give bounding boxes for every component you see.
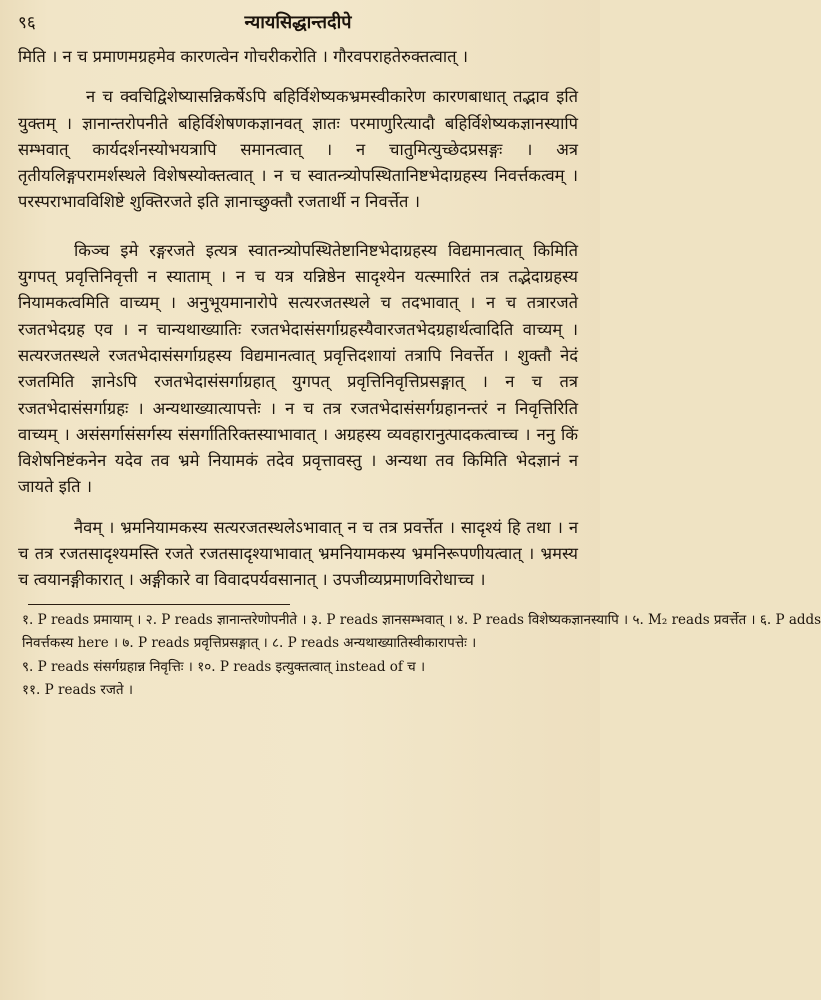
page-header: [18, 10, 578, 38]
footnote-line: १. P reads प्रमायाम् । २. P reads ज्ञानान्तरेणोपनीते । ३. P reads ज्ञानसम्भवात् । ४. P reads विशेष्यकज्ञानस्यापि । ५. M₂ reads प्रवर्त्तेत । ६. P adds: [22, 611, 821, 628]
footnote-divider: [28, 604, 290, 605]
paragraph: मिति । न च प्रमाणमग्रहमेव कारणत्वेन गोचरीकरोति । गौरवपराहतेरुक्तत्वात् ।: [18, 47, 469, 66]
footnotes: [18, 609, 821, 703]
footnote-line: ९. P reads संसर्गग्रहान्न निवृत्तिः । १०. P reads इत्युक्तत्वात् instead of च ।: [22, 658, 426, 675]
footnote-line: ११. P reads रजते ।: [22, 682, 133, 699]
page-number: ९६: [18, 13, 36, 33]
running-title: न्यायसिद्धान्तदीपे: [244, 12, 352, 33]
footnote-line: निवर्त्तकस्य here । ७. P reads प्रवृत्तिप्रसङ्गात् । ८. P reads अन्यथाख्यातिस्वीकारापत्तेः ।: [22, 635, 477, 652]
paragraph: नैवम् । भ्रमनियामकस्य सत्यरजतस्थलेऽभावात् न च तत्र प्रवर्त्तेत । सादृश्यं हि तथा । न च तत्र रजतसादृश्यमस्ति रजते रजतसादृश्याभावात् भ्रमनियामकस्य भ्रमनिरूपणीयत्वात् । भ्रमस्य च त्वयानङ्गीकारात् । अङ्गीकारे वा विवादपर्यवसानात् । उपजीव्यप्रमाणविरोधाच्च ।: [18, 517, 578, 590]
paragraph: किञ्च इमे रङ्गरजते इत्यत्र स्वातन्त्र्योपस्थितेष्टानिष्टभेदाग्रहस्य विद्यमानत्वात् किमिति युगपत् प्रवृत्तिनिवृत्ती न स्याताम् । न च यत्र यन्निष्ठेन सादृश्येन यत्स्मारितं तत्र तद्भेदाग्रहस्य नियामकत्वमिति वाच्यम् । अनुभूयमानारोपे सत्यरजतस्थले च तदभावात् । न च तत्रारजते रजतभेदग्रह एव । न चान्यथाख्यातिः रजतभेदासंसर्गाग्रहस्यैवारजतभेदग्रहार्थत्वादिति वाच्यम् । सत्यरजतस्थले रजतभेदासंसर्गाग्रहस्य विद्यमानत्वात् प्रवृत्तिदशायां तत्रापि निवर्त्तेत । शुक्तौ नेदं रजतमिति ज्ञानेऽपि रजतभेदासंसर्गाग्रहात् युगपत् प्रवृत्तिनिवृत्तिप्रसङ्गात् । न च तत्र रजतभेदासंसर्गाग्रहः । अन्यथाख्यात्यापत्तेः । न च तत्र रजतभेदासंसर्गग्रहानन्तरं न निवृत्तिरिति वाच्यम् । असंसर्गासंसर्गस्य संसर्गातिरिक्तस्याभावात् । अग्रहस्य व्यवहारानुत्पादकत्वाच्च । ननु किं विशेषनिष्टंकनेन यदेव तव भ्रमे नियामकं तदेव प्रवृत्तावस्तु । अन्यथा तव किमिति भेदज्ञानं न जायते इति ।: [18, 240, 578, 497]
paragraph: न च क्वचिद्विशेष्यासन्निकर्षेऽपि बहिर्विशेष्यकभ्रमस्वीकारेण कारणबाधात् तद्भाव इति युक्तम् । ज्ञानान्तरोपनीते बहिर्विशेषणकज्ञानवत् ज्ञातः परमाणुरित्यादौ बहिर्विशेष्यकज्ञानस्यापि सम्भवात् कार्यदर्शनस्योभयत्रापि समानत्वात् । न चातुमित्युच्छेदप्रसङ्गः । अत्र तृतीयलिङ्गपरामर्शस्थले विशेषस्योक्तत्वात् । न च स्वातन्त्र्योपस्थितानिष्टभेदाग्रहस्य निवर्त्तकत्वम् । परस्पराभावविशिष्टे शुक्तिरजते इति ज्ञानाच्छुक्तौ रजतार्थी न निवर्त्तेत ।: [18, 87, 578, 212]
